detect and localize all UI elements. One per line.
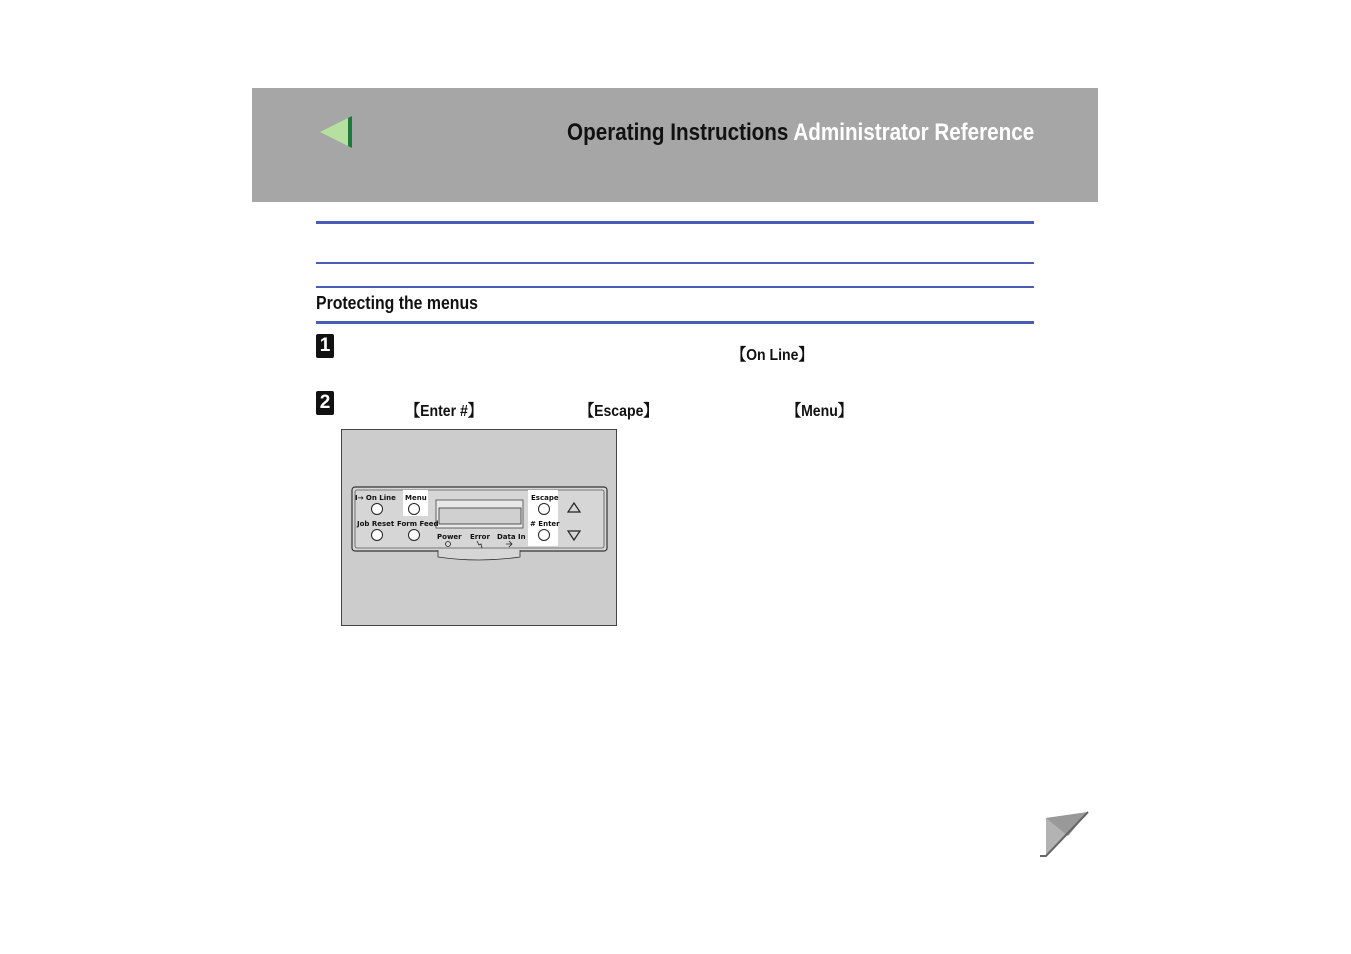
- header-band: [252, 88, 1098, 202]
- panel-on-line-button: [372, 504, 383, 515]
- control-panel-illustration: [342, 430, 616, 625]
- panel-label-on-line: I→ On Line: [355, 494, 396, 502]
- rule-3: [316, 286, 1034, 288]
- panel-label-enter: # Enter: [530, 520, 560, 528]
- panel-enter-button: [539, 530, 550, 541]
- key-on-line: 【On Line】: [732, 347, 813, 364]
- panel-form-feed-button: [409, 530, 420, 541]
- key-escape: 【Escape】: [580, 403, 658, 420]
- step-1-number: 1: [316, 334, 334, 358]
- panel-label-error: Error: [470, 533, 490, 541]
- page-curl-next-icon[interactable]: [1038, 810, 1090, 858]
- panel-label-data-in: Data In: [497, 533, 526, 541]
- key-menu: 【Menu】: [787, 403, 852, 420]
- panel-label-escape: Escape: [531, 494, 559, 502]
- panel-job-reset-button: [372, 530, 383, 541]
- rule-2: [316, 262, 1034, 264]
- panel-label-job-reset: Job Reset: [357, 520, 395, 528]
- panel-menu-button: [409, 504, 420, 515]
- control-panel-figure: [341, 429, 617, 626]
- top-rule: [316, 221, 1034, 224]
- section-title: Protecting the menus: [316, 293, 478, 313]
- step-2-number: 2: [316, 391, 334, 415]
- title-main: Operating Instructions: [566, 119, 789, 146]
- panel-label-form-feed: Form Feed: [397, 520, 439, 528]
- panel-label-power: Power: [437, 533, 462, 541]
- panel-label-menu: Menu: [405, 494, 427, 502]
- rule-4: [316, 321, 1034, 324]
- key-enter: 【Enter #】: [406, 403, 482, 420]
- title-sub: Administrator Reference: [793, 119, 1034, 146]
- document-title: [567, 119, 1034, 147]
- back-arrow-icon[interactable]: [318, 114, 354, 150]
- panel-escape-button: [539, 504, 550, 515]
